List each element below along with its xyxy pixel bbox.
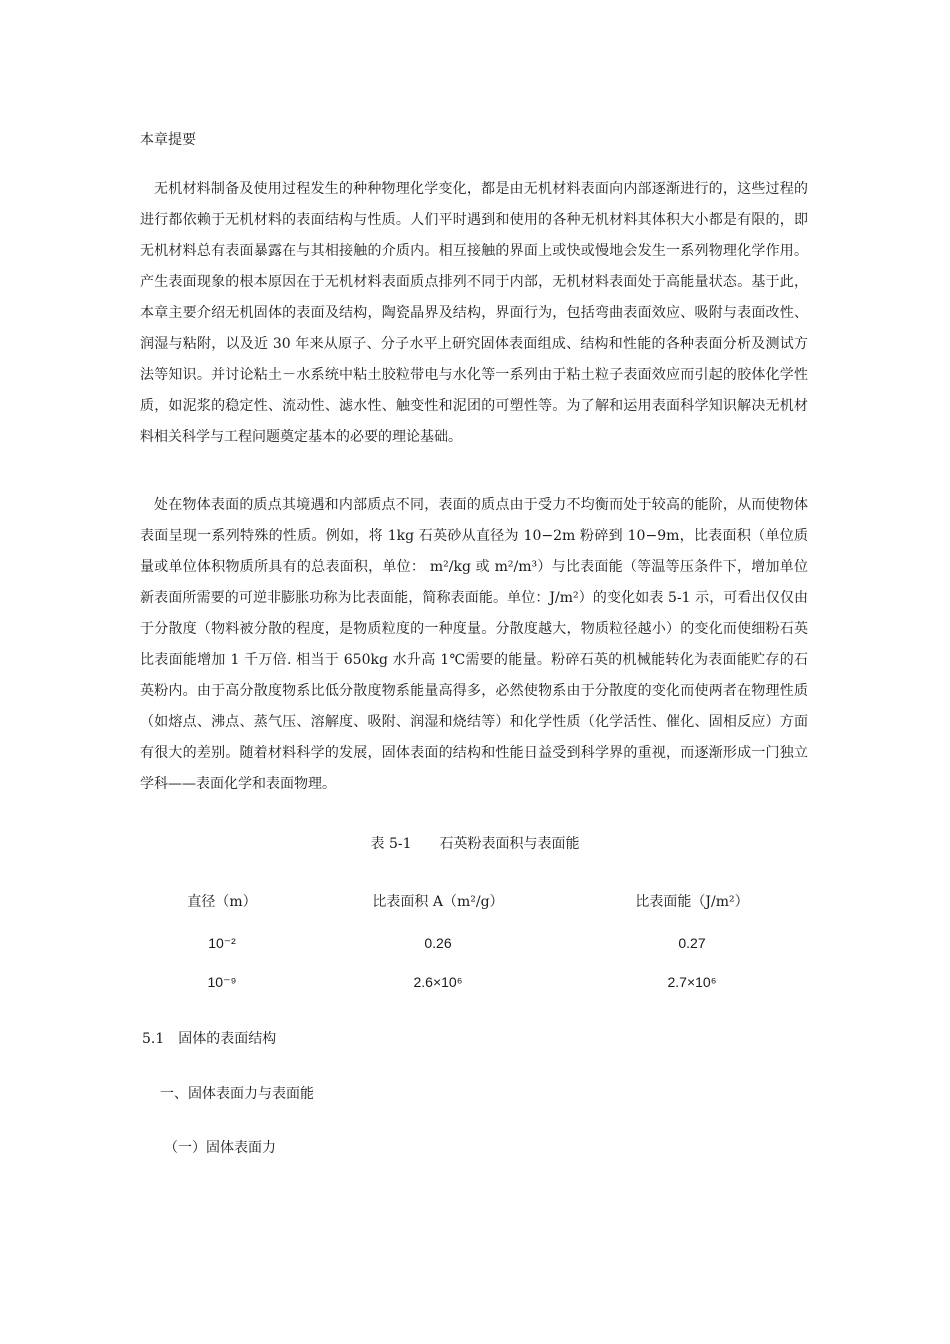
table-cell: 0.27 [678,935,706,951]
surface-paragraph: 处在物体表面的质点其境遇和内部质点不同，表面的质点由于受力不均衡而处于较高的能阶，从而使物体表面呈现一系列特殊的性质。例如，将 1kg 石英砂从直径为 10−2m 粉碎到 10−9m，比表面积（单位质量或单位体积物质所具有的总表面积，单位： m²/kg 或 m²/m³）与比表面能（等温等压条件下，增加单位新表面所需要的可逆非膨胀功称为比表面能，简称表面能。单位：J/m²）的变化如表 5-1 示，可看出仅仅由于分散度（物料被分散的程度，是物质粒度的一种度量。分散度越大，物质粒径越小）的变化而使细粉石英比表面能增加 1 千万倍. 相当于 650kg 水升高 1℃需要的能量。粉碎石英的机械能转化为表面能贮存的石英粉内。由于高分散度物系比低分散度物系能量高得多，必然使物系由于分散度的变化而使两者在物理性质（如熔点、沸点、蒸气压、溶解度、吸附、润湿和烧结等）和化学性质（化学活性、催化、固相反应）方面有很大的差别。随着材料科学的发展，固体表面的结构和性能日益受到科学界的重视，而逐渐形成一门独立学科——表面化学和表面物理。 [140,497,808,792]
section-heading: 5.1 固体的表面结构 [142,1031,277,1047]
table-caption [0,832,950,856]
table-cell: 10⁻⁹ [207,974,237,990]
table-cell: 0.26 [424,935,452,951]
table-cell: 2.7×10⁶ [667,974,717,990]
table-header-diameter: 直径（m） [187,894,257,910]
table-header-specific-area: 比表面积 A（m²/g） [372,894,504,910]
subsection-heading: 一、固体表面力与表面能 [160,1086,314,1102]
table-caption-title: 石英粉表面积与表面能 [439,836,580,852]
intro-paragraph: 无机材料制备及使用过程发生的种种物理化学变化，都是由无机材料表面向内部逐渐进行的，这些过程的进行都依赖于无机材料的表面结构与性质。人们平时遇到和使用的各种无机材料其体积大小都是有限的，即无机材料总有表面暴露在与其相接触的介质内。相互接触的界面上或快或慢地会发生一系列物理化学作用。产生表面现象的根本原因在于无机材料表面质点排列不同于内部，无机材料表面处于高能量状态。基于此，本章主要介绍无机固体的表面及结构，陶瓷晶界及结构，界面行为，包括弯曲表面效应、吸附与表面改性、润湿与粘附，以及近 30 年来从原子、分子水平上研究固体表面组成、结构和性能的各种表面分析及测试方法等知识。并讨论粘土－水系统中粘土胶粒带电与水化等一系列由于粘土粒子表面效应而引起的胶体化学性质，如泥浆的稳定性、流动性、滤水性、触变性和泥团的可塑性等。为了解和运用表面科学知识解决无机材料相关科学与工程问题奠定基本的必要的理论基础。 [140,181,808,445]
table-cell: 10⁻² [208,935,236,951]
subsubsection-heading: （一）固体表面力 [164,1140,276,1156]
table-header-specific-energy: 比表面能（J/m²） [635,894,749,910]
table-cell: 2.6×10⁶ [413,974,463,990]
chapter-summary-heading: 本章提要 [140,132,196,148]
table-caption-number: 表 5-1 [370,836,412,852]
